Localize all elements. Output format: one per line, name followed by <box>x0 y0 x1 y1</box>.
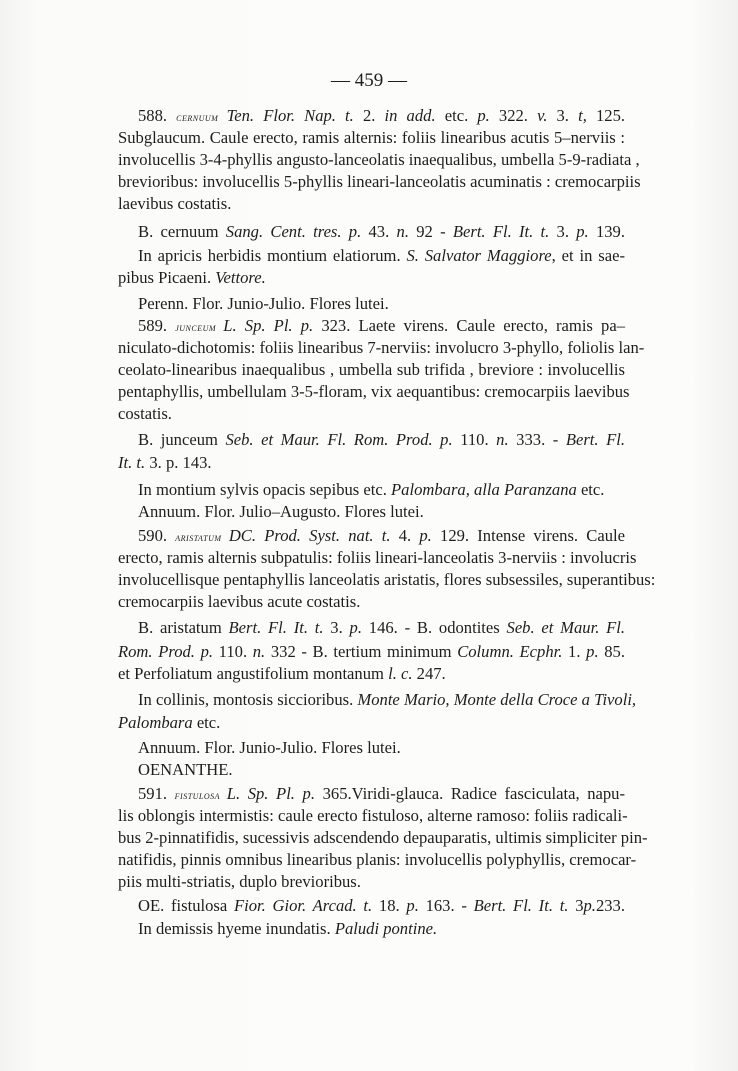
text-run: cremocarpiis laevibus acute costatis. <box>118 592 361 611</box>
italic-reference: Bert. Fl. <box>565 430 626 449</box>
text-line <box>138 222 625 242</box>
text-run: laevibus costatis. <box>118 194 232 213</box>
text-line <box>118 404 625 424</box>
italic-reference: It. t. <box>118 453 146 472</box>
text-run: erecto, ramis alternis subpatulis: foliis lineari-lanceolatis 3-nerviis : involucris <box>118 548 637 567</box>
italic-reference: L. Sp. Pl. p. <box>223 316 314 335</box>
text-run: piis multi-striatis, duplo brevioribus. <box>118 872 361 891</box>
italic-reference: Bert. Fl. It. t. <box>473 896 569 915</box>
text-run: et Perfoliatum angustifolium montanum <box>118 664 389 683</box>
text-line <box>118 360 625 380</box>
text-run: costatis. <box>118 404 172 423</box>
italic-reference: DC. Prod. Syst. nat. t. <box>228 526 391 545</box>
italic-reference: Rom. Prod. p. <box>118 642 214 661</box>
page-number: — 459 — <box>331 70 407 91</box>
italic-reference: S. Salvator Maggiore <box>406 246 552 265</box>
text-line <box>118 268 625 288</box>
text-run: involucellis 3-4-phyllis angusto-lanceolatis inaequalibus, umbella 5-9-radiata , <box>118 150 640 169</box>
text-line <box>138 430 625 450</box>
text-run: Annuum. Flor. Junio-Julio. Flores lutei. <box>138 738 401 757</box>
text-line <box>118 806 628 826</box>
text-run: , et in sae- <box>551 246 625 265</box>
italic-reference: Seb. et Maur. Fl. Rom. Prod. p. <box>225 430 453 449</box>
text-line <box>118 150 640 170</box>
text-run: etc. <box>435 106 478 125</box>
text-run: 3. <box>549 222 577 241</box>
text-run: 3 <box>568 896 584 915</box>
italic-reference: t, <box>578 106 587 125</box>
text-line <box>118 592 625 612</box>
italic-reference: Sang. Cent. tres. p. <box>225 222 362 241</box>
text-run: 3. p. 143. <box>145 453 212 472</box>
text-run: 332 - B. tertium minimum <box>265 642 458 661</box>
species-name: aristatum <box>175 532 229 544</box>
text-run: 591. <box>138 784 175 803</box>
text-run: In demissis hyeme inundatis. <box>138 919 335 938</box>
species-name: cernuum <box>176 112 227 124</box>
text-run: bus 2-pinnatifidis, sucessivis adscendendo depauparatis, ultimis simpliciter pin- <box>118 828 648 847</box>
text-run: involucellisque pentaphyllis lanceolatis aristatis, flores subsessiles, superantibus: <box>118 570 656 589</box>
text-run: 365.Viridi-glauca. Radice fasciculata, napu- <box>315 784 625 803</box>
text-line <box>118 713 625 733</box>
italic-reference: L. Sp. Pl. p. <box>226 784 315 803</box>
text-line <box>138 480 625 500</box>
italic-reference: Vettore. <box>215 268 266 287</box>
text-line <box>118 548 637 568</box>
text-line <box>118 338 645 358</box>
text-line <box>118 128 625 148</box>
text-run: 110. <box>452 430 497 449</box>
text-line <box>138 690 637 710</box>
text-run: Annuum. Flor. Julio–Augusto. Flores lutei. <box>138 502 424 521</box>
italic-reference: Palombara, alla Paranzana <box>391 480 577 499</box>
text-line <box>118 664 625 684</box>
italic-reference: Monte Mario, Monte della Croce a Tivoli, <box>357 690 637 709</box>
text-run: Subglaucum. Caule erecto, ramis alternis: foliis linearibus acutis 5–nerviis : <box>118 128 625 147</box>
italic-reference: p. <box>586 642 599 661</box>
text-run: 590. <box>138 526 176 545</box>
text-run: 588. <box>138 106 177 125</box>
italic-reference: p. <box>583 896 596 915</box>
italic-reference: Ten. Flor. Nap. t. <box>226 106 354 125</box>
text-run: 233. <box>595 896 625 915</box>
text-run: pentaphyllis, umbellulam 3-5-floram, vix aequantibus: cremocarpiis laevibus <box>118 382 630 401</box>
text-line <box>118 570 656 590</box>
text-line <box>118 828 648 848</box>
text-run: lis oblongis intermistis: caule erecto fistuloso, alterne ramoso: foliis radicali- <box>118 806 628 825</box>
italic-reference: p. <box>477 106 490 125</box>
text-run: 247. <box>412 664 446 683</box>
italic-reference: Column. Ecphr. <box>457 642 563 661</box>
text-line <box>138 316 625 338</box>
text-run: 146. - B. odontites <box>362 618 507 637</box>
text-run: B. junceum <box>138 430 226 449</box>
text-run: 163. - <box>418 896 474 915</box>
text-run: 1. <box>562 642 587 661</box>
text-line <box>118 872 625 892</box>
italic-reference: p. <box>349 618 362 637</box>
italic-reference: Bert. Fl. It. t. <box>452 222 550 241</box>
italic-reference: v. <box>537 106 548 125</box>
text-run: 110. <box>213 642 253 661</box>
text-run: B. cernuum <box>138 222 226 241</box>
text-line <box>118 453 625 473</box>
text-run: In collinis, montosis siccioribus. <box>138 690 358 709</box>
text-run: ceolato-linearibus inaequalibus , umbella sub trifida , breviore : involucellis <box>118 360 625 379</box>
text-run: niculato-dichotomis: foliis linearibus 7-nerviis: involucro 3-phyllo, foliolis lan- <box>118 338 645 357</box>
text-line <box>138 502 625 522</box>
italic-reference: p. <box>576 222 589 241</box>
text-run: 129. Intense virens. Caule <box>431 526 625 545</box>
text-run: 589. <box>138 316 176 335</box>
text-run: 125. <box>586 106 626 125</box>
text-run: 43. <box>361 222 397 241</box>
text-line <box>118 850 637 870</box>
text-run: B. aristatum <box>138 618 229 637</box>
text-run: 3. <box>323 618 350 637</box>
text-line <box>138 294 625 314</box>
italic-reference: p. <box>406 896 419 915</box>
text-line <box>118 194 625 214</box>
italic-reference: in add. <box>384 106 436 125</box>
text-run: OE. fistulosa <box>138 896 234 915</box>
text-run: In apricis herbidis montium elatiorum. <box>138 246 407 265</box>
italic-reference: Seb. et Maur. Fl. <box>506 618 626 637</box>
italic-reference: n. <box>496 430 509 449</box>
text-line <box>138 246 625 266</box>
text-run: 92 - <box>408 222 453 241</box>
italic-reference: Palombara <box>118 713 193 732</box>
text-line <box>138 760 625 780</box>
text-run: 3. <box>547 106 579 125</box>
text-line <box>138 526 625 548</box>
text-run: etc. <box>192 713 221 732</box>
text-line <box>118 642 625 662</box>
italic-reference: Paludi pontine. <box>334 919 438 938</box>
text-run: brevioribus: involucellis 5-phyllis lineari-lanceolatis acuminatis : cremocarpiis <box>118 172 641 191</box>
text-line <box>118 382 630 402</box>
italic-reference: Bert. Fl. It. t. <box>228 618 324 637</box>
text-run: etc. <box>576 480 605 499</box>
text-run: pibus Picaeni. <box>118 268 216 287</box>
italic-reference: l. c. <box>388 664 413 683</box>
text-line <box>138 919 625 939</box>
text-run: 139. <box>588 222 625 241</box>
text-line <box>138 618 625 638</box>
text-line <box>138 106 625 128</box>
text-run: natifidis, pinnis omnibus linearibus planis: involucellis polyphyllis, cremocar- <box>118 850 637 869</box>
text-run: 333. - <box>508 430 566 449</box>
italic-reference: n. <box>252 642 266 661</box>
text-line <box>138 784 625 806</box>
text-run: In montium sylvis opacis sepibus etc. <box>138 480 392 499</box>
text-run: Perenn. Flor. Junio-Julio. Flores lutei. <box>138 294 389 313</box>
text-run: 322. <box>489 106 538 125</box>
text-run: 85. <box>598 642 625 661</box>
species-name: junceum <box>175 322 224 334</box>
species-name: fistulosa <box>174 790 227 802</box>
text-line <box>138 896 625 916</box>
text-run: OENANTHE. <box>138 760 233 779</box>
text-run: 4. <box>390 526 420 545</box>
italic-reference: n. <box>396 222 409 241</box>
text-line <box>118 172 641 192</box>
text-line <box>138 738 625 758</box>
italic-reference: p. <box>419 526 432 545</box>
italic-reference: Fior. Gior. Arcad. t. <box>233 896 373 915</box>
text-run: 18. <box>372 896 407 915</box>
text-run: 2. <box>353 106 385 125</box>
text-run: 323. Laete virens. Caule erecto, ramis pa– <box>313 316 625 335</box>
